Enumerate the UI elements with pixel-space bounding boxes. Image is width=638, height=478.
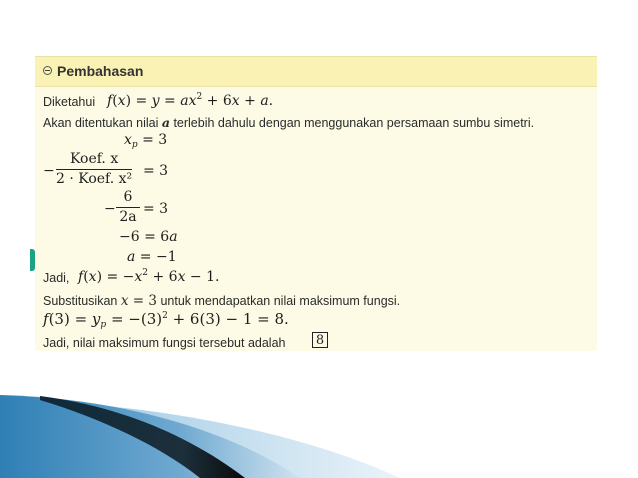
final-answer-box: 8 (312, 332, 328, 348)
step-3-rhs: = 3 (143, 201, 169, 217)
intro-text: Akan ditentukan nilai a terlebih dahulu dengan menggunakan persamaan sumbu simetri. (43, 115, 535, 130)
step-2-fraction: Koef. x 2 · Koef. x² (56, 151, 133, 187)
minus-sign: − (104, 201, 116, 217)
step-1: $x_p = 3$ (124, 132, 168, 150)
substitution-text: Substitusikan x = 3 untuk mendapatkan nilai maksimum fungsi. (43, 293, 401, 309)
step-3-fraction: $\frac{6}{2a}$ (116, 189, 140, 225)
step-4: −6 = 6a (119, 229, 178, 245)
final-text: Jadi, nilai maksimum fungsi tersebut adalah (43, 336, 286, 350)
given-label: Diketahui (43, 95, 96, 109)
given-equation: $f(x) = y = ax^2 + 6x + a$. (107, 92, 274, 109)
step-5: a = −1 (127, 249, 177, 265)
panel-title: Pembahasan (57, 63, 144, 79)
evaluation-equation: $f(3) = y_p = -(3)^2 + 6(3) - 1 = 8$. (43, 310, 289, 330)
step-2-rhs: = 3 (143, 163, 169, 179)
conclusion-label: Jadi, (43, 271, 70, 285)
conclusion-equation: $f(x) = -x^2 + 6x - 1$. (78, 268, 220, 285)
minus-sign: − (43, 163, 55, 179)
